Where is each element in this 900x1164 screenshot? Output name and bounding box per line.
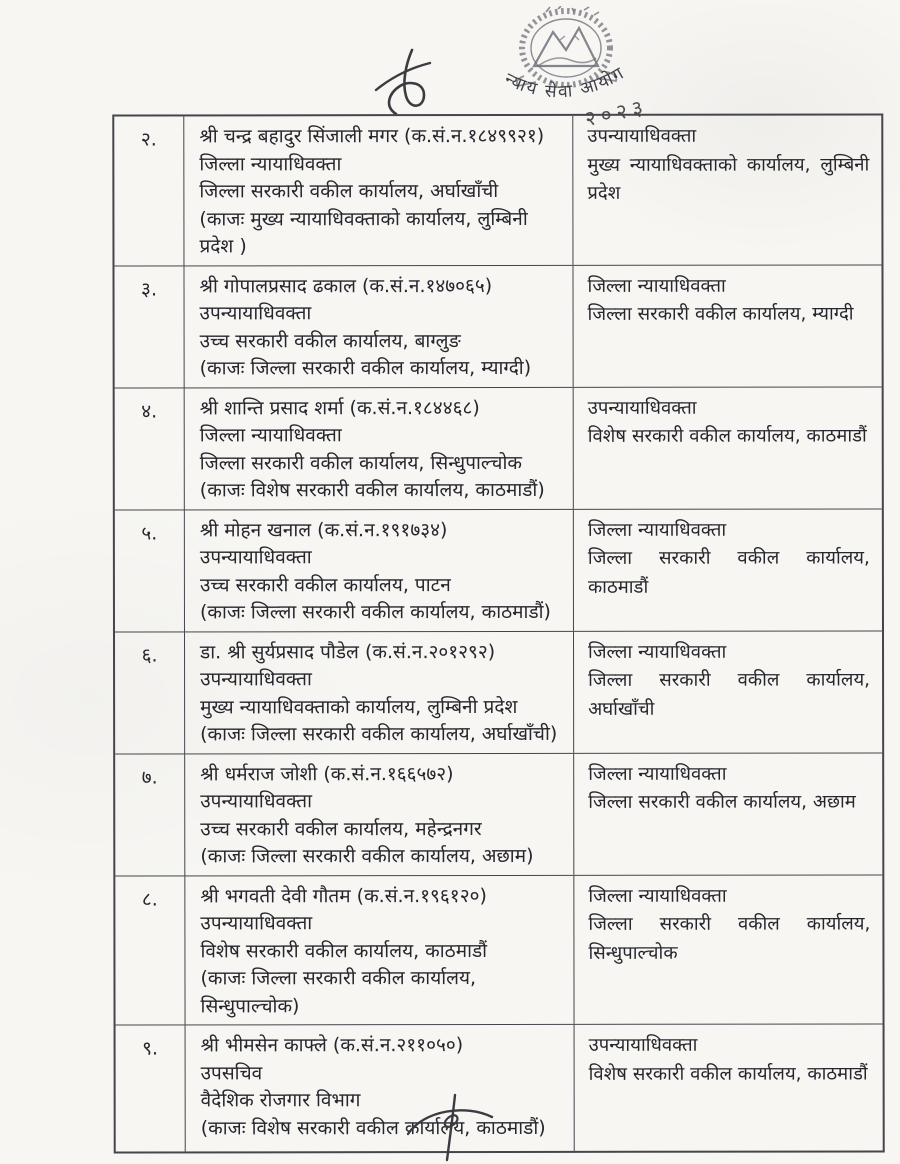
serial-number-cell: ५. [115,510,185,631]
serial-number-cell: ८. [115,876,185,1025]
position-line: मुख्य न्यायाधिवक्ताको कार्यालय, लुम्बिनी प्रदेश [587,153,870,204]
detail-line: श्री भगवती देवी गौतम (क.सं.न.१९६१२०) [200,884,487,907]
detail-line: उच्च सरकारी वकील कार्यालय, महेन्द्रनगर [200,817,482,840]
detail-line: उपन्यायाधिवक्ता [199,546,312,569]
detail-line: श्री भीमसेन काफ्ले (क.सं.न.२११०५०) [200,1034,464,1057]
detail-line: श्री चन्द्र बहादुर सिंजाली मगर (क.सं.न.१८४९९२१) [199,124,545,148]
detail-line: श्री मोहन खनाल (क.सं.न.१९१७३४) [199,518,448,541]
official-details-cell [184,116,573,265]
position-line: जिल्ला न्यायाधिवक्ता [588,885,727,907]
official-details-cell [186,1025,575,1152]
position-cell [573,265,881,386]
table-row [115,630,882,753]
position-line: जिल्ला सरकारी वकील कार्यालय, म्याग्दी [587,303,854,325]
assignments-table [112,113,884,1153]
detail-line: वैदेशिक रोजगार विभाग [200,1089,361,1112]
handwritten-initial-bottom-icon [392,1092,510,1162]
serial-number-cell: ७. [115,754,185,875]
position-line: उपन्यायाधिवक्ता [587,397,697,419]
official-details-cell [184,265,573,387]
detail-line: उपन्यायाधिवक्ता [200,668,312,691]
position-cell [574,387,882,508]
position-cell [574,631,882,752]
position-line: जिल्ला न्यायाधिवक्ता [587,275,726,297]
detail-line: उपन्यायाधिवक्ता [200,790,313,813]
detail-line: (काजः जिल्ला सरकारी वकील कार्यालय, म्याग्दी) [199,356,532,380]
detail-line: जिल्ला सरकारी वकील कार्यालय, अर्घाखाँची [199,179,499,203]
detail-line: विशेष सरकारी वकील कार्यालय, काठमाडौं [200,939,488,962]
table-row [114,115,881,265]
detail-line: जिल्ला सरकारी वकील कार्यालय, सिन्धुपाल्चोक [199,451,523,474]
official-details-cell [185,631,574,753]
detail-line: (काजः विशेष सरकारी वकील कार्यालय, काठमाडौं) [199,478,545,502]
position-cell [575,1024,883,1150]
position-line: विशेष सरकारी वकील कार्यालय, काठमाडौं [588,1062,868,1085]
position-line: विशेष सरकारी वकील कार्यालय, काठमाडौं [587,425,867,447]
handwritten-annotation: २०२३ [582,94,650,132]
detail-line: श्री शान्ति प्रसाद शर्मा (क.सं.न.१८४४६८) [199,396,480,419]
serial-number-cell: ९. [116,1025,186,1151]
detail-line: उपन्यायाधिवक्ता [200,912,313,935]
position-line: जिल्ला सरकारी वकील कार्यालय, काठमाडौं [587,547,870,598]
handwritten-initial-top-icon [366,46,450,124]
table-row [115,874,882,1025]
detail-line: (काजः जिल्ला सरकारी वकील कार्यालय, काठमाडौं) [199,600,551,624]
official-details-cell [185,387,574,509]
position-line: जिल्ला सरकारी वकील कार्यालय, सिन्धुपाल्चोक [588,913,871,964]
serial-number-cell: ६. [115,632,185,753]
detail-line: (काजः जिल्ला सरकारी वकील कार्यालय, सिन्धुपाल्चोक) [200,967,477,1017]
position-line: जिल्ला न्यायाधिवक्ता [588,641,727,663]
position-line: जिल्ला सरकारी वकील कार्यालय, अर्घाखाँची [588,669,871,720]
detail-line: मुख्य न्यायाधिवक्ताको कार्यालय, लुम्बिनी प्रदेश [200,695,518,718]
position-cell [573,115,881,264]
detail-line: (काजः जिल्ला सरकारी वकील कार्यालय, अछाम) [200,844,534,868]
table-row [115,752,882,875]
position-line: उपन्यायाधिवक्ता [588,1034,698,1056]
position-line: जिल्ला न्यायाधिवक्ता [588,763,727,785]
detail-line: श्री गोपालप्रसाद ढकाल (क.सं.न.१४७०६५) [199,274,493,297]
serial-number-cell: ४. [115,388,185,509]
detail-line: उच्च सरकारी वकील कार्यालय, बाग्लुङ [199,329,461,352]
position-cell [574,875,882,1024]
table-row [115,386,882,509]
serial-number-cell: ३. [114,266,184,387]
detail-line: डा. श्री सुर्यप्रसाद पौडेल (क.सं.न.२०१२९२) [200,640,496,663]
detail-line: (काजः विशेष सरकारी वकील कार्यालय, काठमाडौं) [200,1116,546,1139]
official-details-cell [185,753,574,875]
detail-line: जिल्ला न्यायाधिवक्ता [199,424,342,447]
table-row [114,264,881,387]
serial-number-cell: २. [114,116,184,265]
detail-line: (काजः जिल्ला सरकारी वकील कार्यालय, अर्घाखाँची) [200,722,558,746]
seal-caption: न्याय सेवा आयोग [501,62,629,103]
position-cell [574,509,882,630]
table-row [115,508,882,631]
position-line: जिल्ला न्यायाधिवक्ता [587,519,727,541]
detail-line: उपसचिव [200,1061,263,1084]
position-line: उपन्यायाधिवक्ता [587,125,697,147]
detail-line: उपन्यायाधिवक्ता [199,302,312,325]
position-cell [574,753,882,874]
detail-line: जिल्ला न्यायाधिवक्ता [199,152,342,175]
official-details-cell [185,509,574,631]
position-line: जिल्ला सरकारी वकील कार्यालय, अछाम [588,791,856,813]
svg-text:न्याय सेवा आयोग [501,63,629,103]
detail-line: उच्च सरकारी वकील कार्यालय, पाटन [199,573,451,596]
detail-line: श्री धर्मराज जोशी (क.सं.न.१६६५७२) [200,762,454,785]
official-details-cell [185,875,574,1024]
detail-line: (काजः मुख्य न्यायाधिवक्ताको कार्यालय, लुम्बिनी प्रदेश ) [199,207,528,258]
